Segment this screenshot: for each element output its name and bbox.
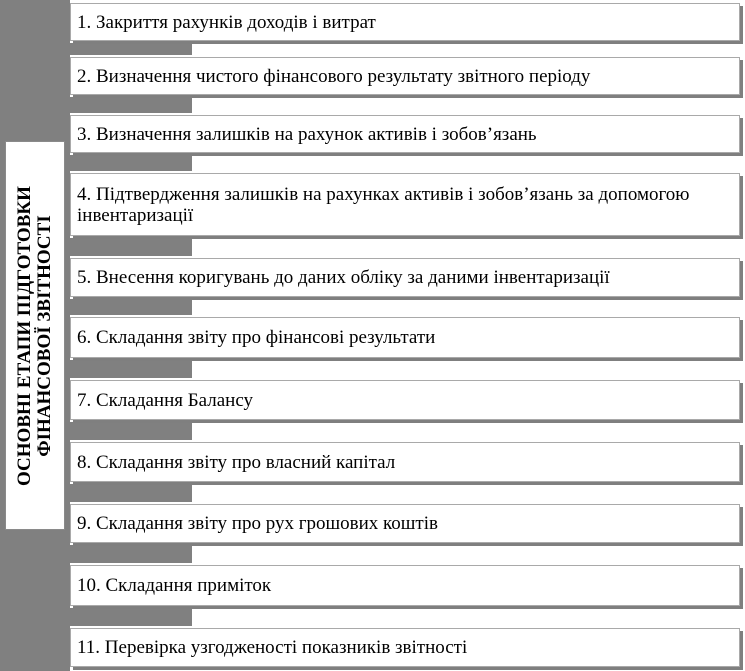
step-box-3 xyxy=(70,115,740,153)
step-label-5: 5. Внесення коригувань до даних обліку за даними інвентаризації xyxy=(77,267,610,288)
connector-bar xyxy=(64,422,192,440)
connector-bar xyxy=(64,360,192,378)
step-label-10: 10. Складання приміток xyxy=(77,575,272,596)
step-box-7 xyxy=(70,380,740,420)
connector-bar xyxy=(64,608,192,626)
connector-bar xyxy=(64,155,192,171)
step-label-4: 4. Підтвердження залишків на рахунках активів і зобов’язань за допомогою інвентаризації xyxy=(77,183,690,226)
step-box-1 xyxy=(70,3,740,41)
step-box-9 xyxy=(70,504,740,543)
connector-bar xyxy=(64,484,192,502)
connector-bar xyxy=(64,299,192,315)
connector-bar xyxy=(64,97,192,113)
diagram-title xyxy=(15,141,55,530)
step-label-6: 6. Складання звіту про фінансові результати xyxy=(77,327,436,348)
diagram-title-line-2: ФІНАНСОВОЇ ЗВІТНОСТІ xyxy=(34,214,55,457)
step-label-8: 8. Складання звіту про власний капітал xyxy=(77,451,396,473)
diagram-title-box xyxy=(5,141,65,530)
step-box-4 xyxy=(70,173,740,236)
connector-bar xyxy=(64,545,192,563)
step-label-7: 7. Складання Балансу xyxy=(77,389,254,411)
connector-bar xyxy=(64,43,192,55)
step-box-5 xyxy=(70,258,740,297)
step-box-11 xyxy=(70,628,740,667)
step-label-3: 3. Визначення залишків на рахунок активів і зобов’язань xyxy=(77,123,537,145)
step-label-1: 1. Закриття рахунків доходів і витрат xyxy=(77,11,376,33)
step-box-8 xyxy=(70,442,740,482)
step-label-2: 2. Визначення чистого фінансового результату звітного періоду xyxy=(77,65,591,87)
step-box-2 xyxy=(70,57,740,95)
step-box-6 xyxy=(70,317,740,358)
diagram-title-line-1: ОСНОВНІ ЕТАПИ ПІДГОТОВКИ xyxy=(14,185,35,486)
step-label-11: 11. Перевірка узгодженості показників звітності xyxy=(77,637,468,658)
connector-bar xyxy=(64,238,192,256)
step-label-9: 9. Складання звіту про рух грошових коштів xyxy=(77,513,438,534)
step-box-10 xyxy=(70,565,740,606)
